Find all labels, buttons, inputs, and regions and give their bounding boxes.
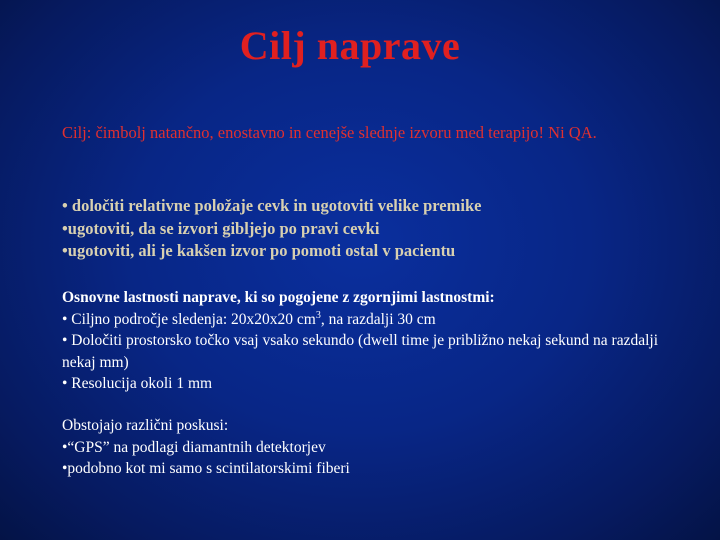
property-superscript: 3 — [315, 309, 321, 321]
objectives-list — [62, 195, 481, 263]
slide-title: Cilj naprave — [239, 23, 461, 68]
property-text: , na razdalji 30 cm — [320, 310, 436, 328]
goal-statement: Cilj: čimbolj natančno, enostavno in cenejše slednje izvoru med terapijo! Ni QA. — [62, 123, 597, 142]
property-item — [62, 309, 692, 331]
experiments-heading: Obstojajo različni poskusi: — [62, 417, 229, 434]
property-item: • Resolucija okoli 1 mm — [62, 375, 213, 392]
objective-item: •ugotoviti, da se izvori gibljejo po pravi cevki — [62, 218, 380, 238]
experiment-item: •“GPS” na podlagi diamantnih detektorjev — [62, 438, 326, 456]
property-text: • Ciljno področje sledenja: 20x20x20 cm — [62, 310, 316, 328]
properties-section — [62, 287, 692, 395]
experiment-item: •podobno kot mi samo s scintilatorskimi fiberi — [62, 460, 350, 477]
properties-heading: Osnovne lastnosti naprave, ki so pogojene z zgornjimi lastnostmi: — [62, 289, 495, 306]
experiments-list — [62, 437, 692, 480]
objective-item: •ugotoviti, ali je kakšen izvor po pomoti ostal v pacientu — [62, 241, 456, 260]
properties-list — [62, 309, 692, 395]
experiments-section — [62, 415, 692, 480]
property-item: • Določiti prostorsko točko vsaj vsako sekundo (dwell time je približno nekaj sekund na razdalji nekaj mm) — [62, 332, 659, 371]
objective-item: • določiti relativne položaje cevk in ugotoviti velike premike — [62, 196, 482, 215]
